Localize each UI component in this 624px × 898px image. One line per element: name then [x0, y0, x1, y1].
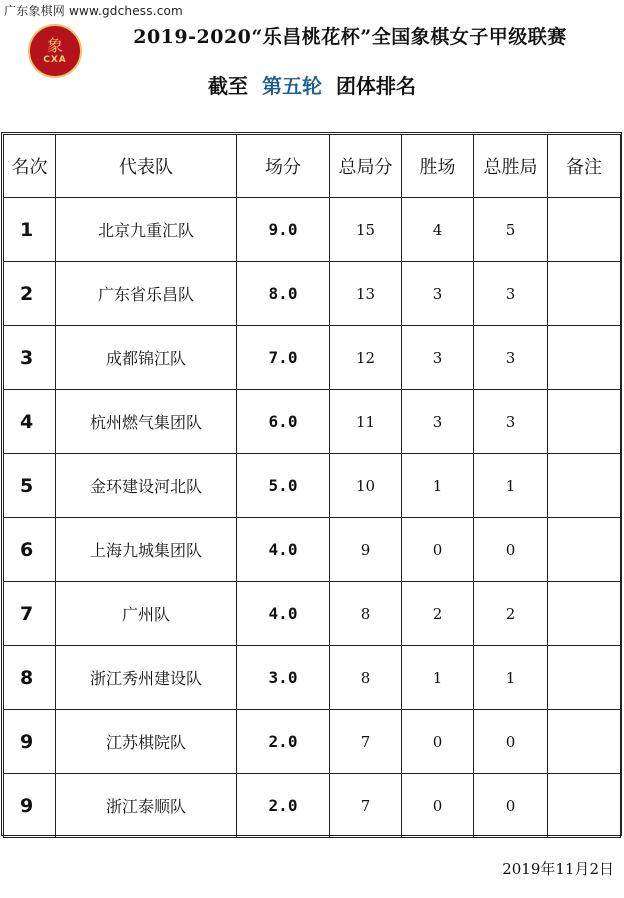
table-row	[4, 326, 621, 390]
cell-total-wins: 0	[474, 518, 548, 582]
cell-wins: 3	[402, 326, 474, 390]
cell-score: 5.0	[237, 454, 330, 518]
cell-rank: 5	[4, 454, 56, 518]
cell-score: 4.0	[237, 582, 330, 646]
cell-total-wins: 1	[474, 646, 548, 710]
cell-note	[548, 262, 621, 326]
subtitle-prefix: 截至	[208, 74, 248, 98]
cell-note	[548, 390, 621, 454]
cell-score: 6.0	[237, 390, 330, 454]
header-team: 代表队	[56, 135, 237, 198]
cell-rank: 9	[4, 710, 56, 774]
subtitle-round: 第五轮	[262, 74, 322, 98]
cell-total: 8	[330, 646, 402, 710]
cell-score: 8.0	[237, 262, 330, 326]
cell-wins: 0	[402, 774, 474, 838]
cell-total: 8	[330, 582, 402, 646]
cell-team: 北京九重汇队	[56, 198, 237, 262]
cell-total-wins: 3	[474, 390, 548, 454]
cell-total: 10	[330, 454, 402, 518]
cell-team: 江苏棋院队	[56, 710, 237, 774]
cell-total-wins: 3	[474, 262, 548, 326]
cell-note	[548, 326, 621, 390]
cell-total-wins: 1	[474, 454, 548, 518]
header-total-wins: 总胜局	[474, 135, 548, 198]
cell-total: 12	[330, 326, 402, 390]
cell-rank: 4	[4, 390, 56, 454]
cell-note	[548, 518, 621, 582]
cell-note	[548, 582, 621, 646]
cell-total-wins: 0	[474, 774, 548, 838]
cell-total: 11	[330, 390, 402, 454]
table-row	[4, 710, 621, 774]
logo-glyph: 象	[46, 36, 63, 55]
cell-note	[548, 710, 621, 774]
cell-total: 15	[330, 198, 402, 262]
header-note: 备注	[548, 135, 621, 198]
page-subtitle	[0, 70, 624, 99]
cell-wins: 1	[402, 454, 474, 518]
subtitle-suffix: 团体排名	[336, 74, 416, 98]
table-row	[4, 646, 621, 710]
cell-total-wins: 3	[474, 326, 548, 390]
table-header-row	[4, 135, 621, 198]
cell-total: 13	[330, 262, 402, 326]
watermark-text: 广东象棋网 www.gdchess.com	[4, 4, 183, 18]
table-row	[4, 262, 621, 326]
cell-note	[548, 198, 621, 262]
cell-team: 浙江秀州建设队	[56, 646, 237, 710]
table-row	[4, 198, 621, 262]
header-rank: 名次	[4, 135, 56, 198]
cell-score: 4.0	[237, 518, 330, 582]
table-row	[4, 582, 621, 646]
cell-score: 2.0	[237, 710, 330, 774]
cell-rank: 8	[4, 646, 56, 710]
cell-note	[548, 774, 621, 838]
cell-wins: 3	[402, 262, 474, 326]
table-row	[4, 774, 621, 838]
cell-rank: 1	[4, 198, 56, 262]
cell-team: 成都锦江队	[56, 326, 237, 390]
cell-wins: 2	[402, 582, 474, 646]
cell-total-wins: 5	[474, 198, 548, 262]
cell-score: 7.0	[237, 326, 330, 390]
cell-team: 浙江泰顺队	[56, 774, 237, 838]
cell-wins: 0	[402, 518, 474, 582]
cell-wins: 1	[402, 646, 474, 710]
cell-wins: 0	[402, 710, 474, 774]
cell-total-wins: 0	[474, 710, 548, 774]
cell-rank: 7	[4, 582, 56, 646]
cell-total: 7	[330, 774, 402, 838]
cell-total-wins: 2	[474, 582, 548, 646]
cell-total: 9	[330, 518, 402, 582]
header-score: 场分	[237, 135, 330, 198]
cell-note	[548, 646, 621, 710]
publish-date: 2019年11月2日	[502, 860, 614, 878]
header-wins: 胜场	[402, 135, 474, 198]
logo-abbr: CXA	[43, 55, 67, 65]
table-row	[4, 454, 621, 518]
cell-team: 广州队	[56, 582, 237, 646]
cell-note	[548, 454, 621, 518]
cell-score: 2.0	[237, 774, 330, 838]
cell-team: 金环建设河北队	[56, 454, 237, 518]
cell-team: 杭州燃气集团队	[56, 390, 237, 454]
cell-score: 9.0	[237, 198, 330, 262]
header-total: 总局分	[330, 135, 402, 198]
cell-team: 广东省乐昌队	[56, 262, 237, 326]
table-row	[4, 518, 621, 582]
cell-rank: 6	[4, 518, 56, 582]
page-title: 2019-2020“乐昌桃花杯”全国象棋女子甲级联赛	[133, 26, 567, 48]
standings-table	[3, 134, 621, 838]
standings-table-frame	[1, 132, 622, 836]
cell-wins: 4	[402, 198, 474, 262]
cell-rank: 9	[4, 774, 56, 838]
cell-wins: 3	[402, 390, 474, 454]
cell-team: 上海九城集团队	[56, 518, 237, 582]
table-row	[4, 390, 621, 454]
cell-total: 7	[330, 710, 402, 774]
cell-score: 3.0	[237, 646, 330, 710]
cell-rank: 3	[4, 326, 56, 390]
cell-rank: 2	[4, 262, 56, 326]
